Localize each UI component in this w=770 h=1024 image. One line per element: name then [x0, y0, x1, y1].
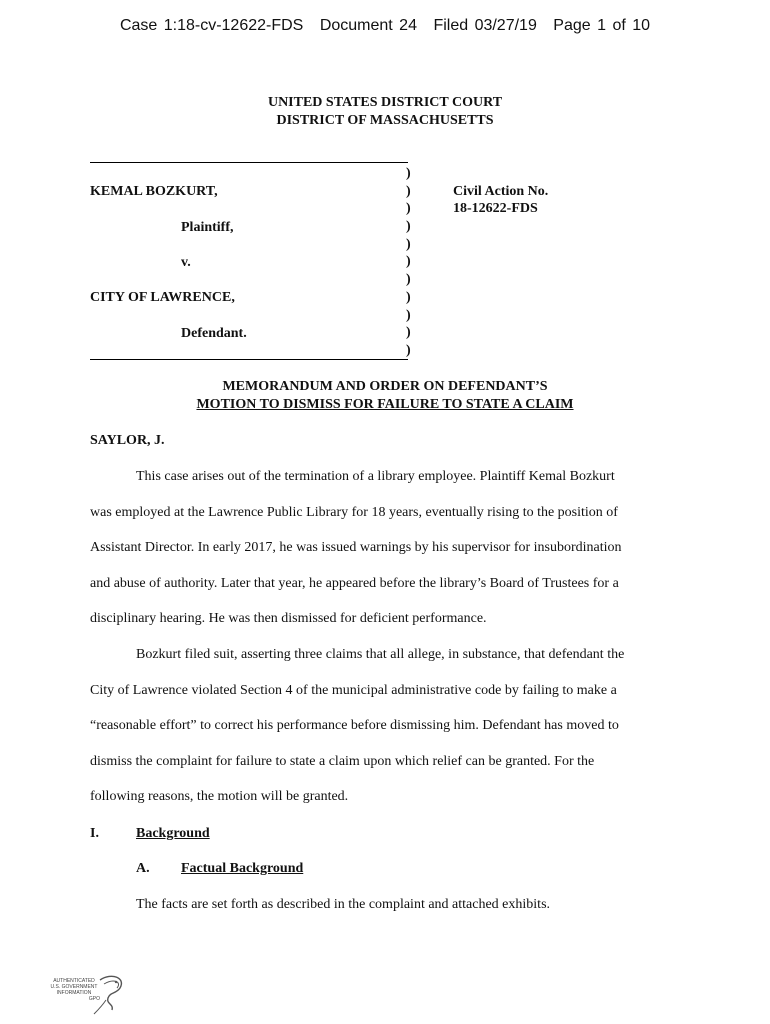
gpo-authentication-seal — [40, 970, 130, 1018]
plaintiff-role: Plaintiff, — [181, 220, 234, 235]
judge-name: SAYLOR, J. — [90, 433, 165, 448]
caption-bottom-rule — [90, 359, 408, 360]
memorandum-title: MEMORANDUM AND ORDER ON DEFENDANT’S — [222, 379, 548, 394]
paragraph-3: The facts are set forth as described in the complaint and attached exhibits. — [136, 897, 551, 912]
defendant-role: Defendant. — [181, 326, 247, 341]
memorandum-subtitle-text: MOTION TO DISMISS FOR FAILURE TO STATE A CLAIM — [196, 397, 574, 412]
paragraph-1-line-3: Assistant Director. In early 2017, he was issued warnings by his supervisor for insubordination — [90, 540, 622, 555]
subsection-a-letter: A. — [136, 861, 150, 876]
civil-action-label: Civil Action No. — [453, 184, 549, 199]
section-1-heading: Background — [136, 826, 210, 841]
filed-date: Filed 03/27/19 — [433, 17, 537, 34]
paragraph-2-line-2: City of Lawrence violated Section 4 of the municipal administrative code by failing to make a — [90, 683, 617, 698]
caption-parentheses: ) ) ) ) ) ) ) ) ) ) ) — [406, 166, 411, 358]
paragraph-2-line-3: “reasonable effort” to correct his performance before dismissing him. Defendant has moved to — [90, 718, 619, 733]
paragraph-2-line-4: dismiss the complaint for failure to state a claim upon which relief can be granted. For the — [90, 754, 595, 769]
plaintiff-name: KEMAL BOZKURT, — [90, 184, 218, 199]
paragraph-1-line-2: was employed at the Lawrence Public Library for 18 years, eventually rising to the position of — [90, 505, 618, 520]
caption-top-rule — [90, 162, 408, 163]
case-number: Case 1:18-cv-12622-FDS — [119, 17, 304, 34]
paragraph-1-line-5: disciplinary hearing. He was then dismissed for deficient performance. — [90, 611, 487, 626]
paragraph-2-line-1: Bozkurt filed suit, asserting three claims that all allege, in substance, that defendant the — [136, 647, 625, 662]
paragraph-1-line-1: This case arises out of the termination of a library employee. Plaintiff Kemal Bozkurt — [136, 469, 615, 484]
versus-label: v. — [181, 255, 191, 270]
page-indicator: Page 1 of 10 — [553, 17, 651, 34]
court-name: UNITED STATES DISTRICT COURT — [267, 95, 503, 110]
document-number: Document 24 — [319, 17, 417, 34]
court-district: DISTRICT OF MASSACHUSETTS — [276, 113, 494, 128]
subsection-a-heading: Factual Background — [181, 861, 304, 876]
section-1-number: I. — [90, 826, 99, 841]
document-header — [0, 17, 770, 35]
defendant-name: CITY OF LAWRENCE, — [90, 290, 235, 305]
paragraph-1-line-4: and abuse of authority. Later that year, he appeared before the library’s Board of Trustees for a — [90, 576, 619, 591]
civil-action-number: 18-12622-FDS — [453, 201, 538, 216]
eagle-icon — [40, 970, 130, 1018]
memorandum-subtitle — [0, 397, 770, 413]
gpo-seal-text: AUTHENTICATED U.S. GOVERNMENT INFORMATION GPO — [50, 978, 100, 1002]
paragraph-2-line-5: following reasons, the motion will be granted. — [90, 789, 349, 804]
